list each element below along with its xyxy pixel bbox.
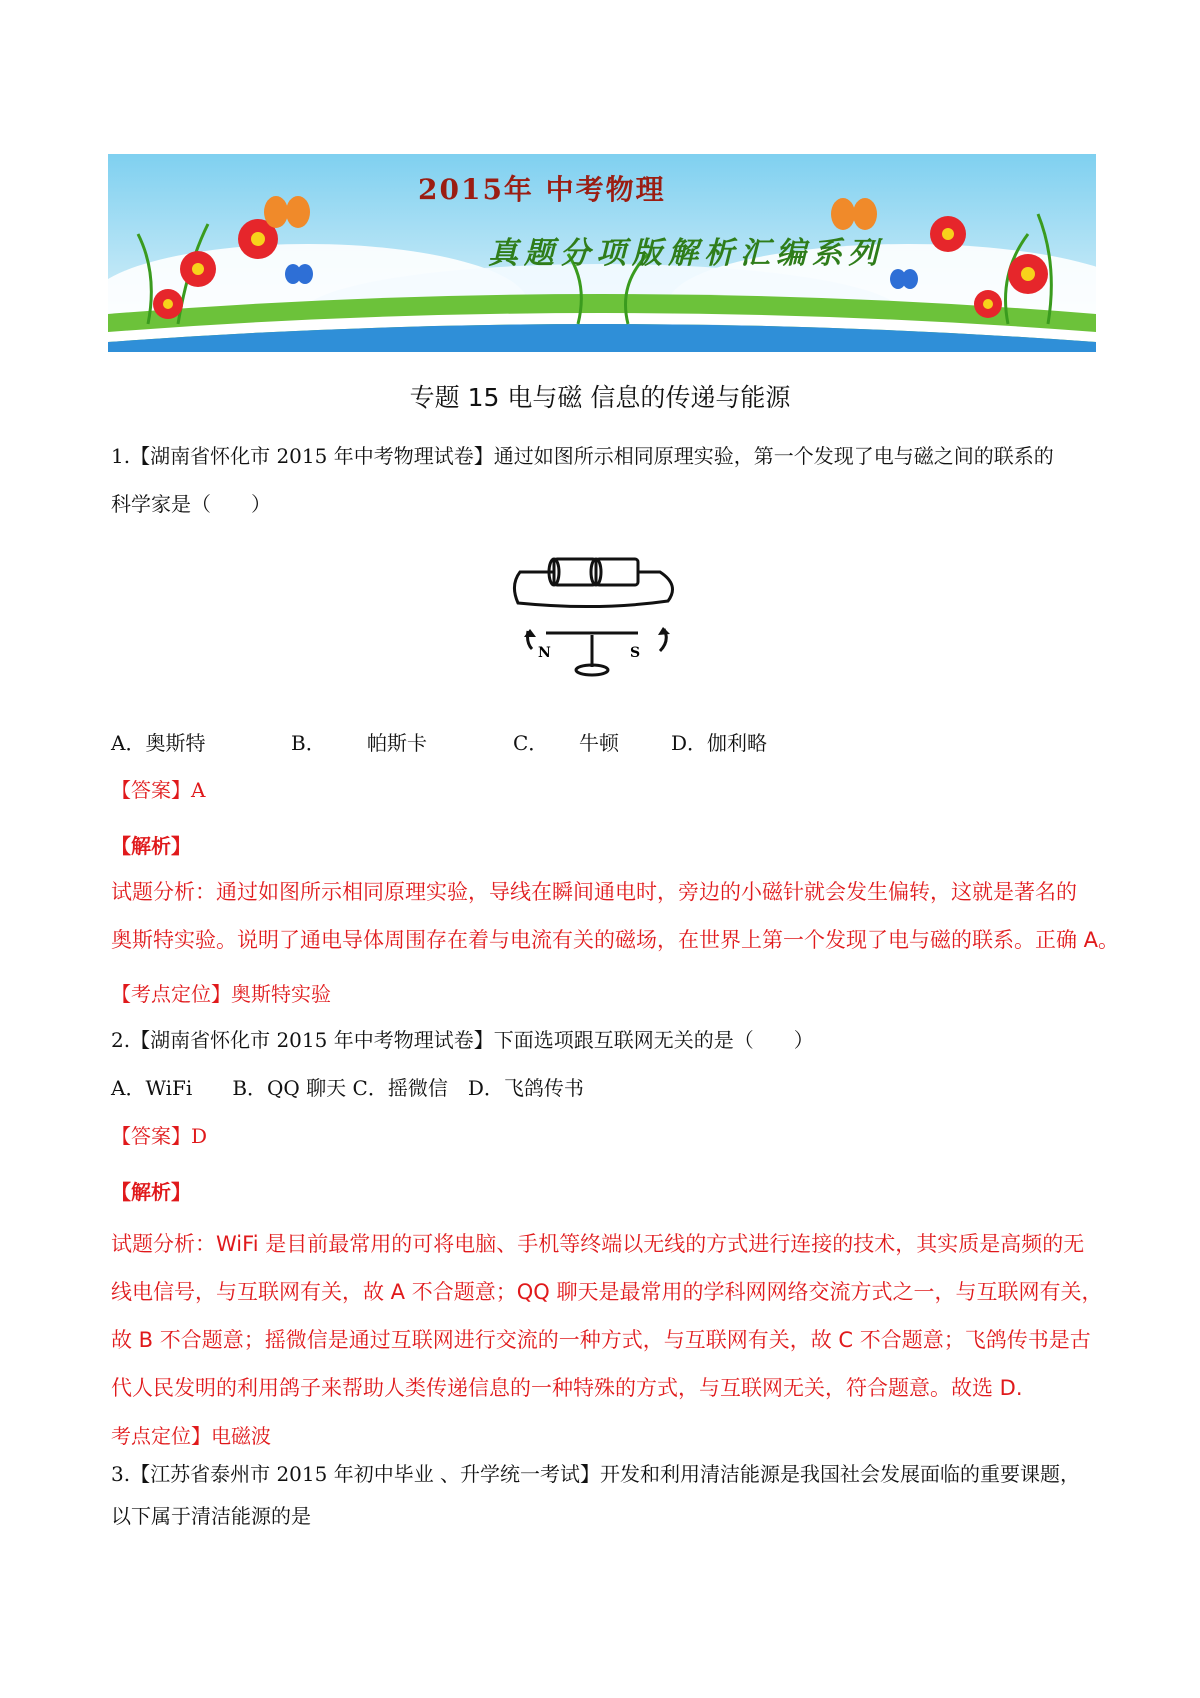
q2-analysis-line4: 代人民发明的利用鸽子来帮助人类传递信息的一种特殊的方式，与互联网无关，符合题意。故选 D. xyxy=(111,1376,1023,1400)
q2-text: 2.【湖南省怀化市 2015 年中考物理试卷】下面选项跟互联网无关的是（ ） xyxy=(111,1028,814,1052)
circuit-diagram xyxy=(508,545,688,690)
q1-options xyxy=(111,727,767,756)
q2-analysis-line1: 试题分析：WiFi 是目前最常用的可将电脑、手机等终端以无线的方式进行连接的技术，其实质是高频的无 xyxy=(111,1232,1085,1256)
q1-text-line2: 科学家是（ ） xyxy=(111,492,271,516)
q2-analysis-line3: 故 B 不合题意；摇微信是通过互联网进行交流的一种方式，与互联网有关，故 C 不合题意；飞鸽传书是古 xyxy=(111,1328,1091,1352)
q3-text-line1: 3.【江苏省泰州市 2015 年初中毕业 、升学统一考试】开发和利用清洁能源是我国社会发展面临的重要课题， xyxy=(111,1462,1081,1486)
q1-answer: 【答案】A xyxy=(111,778,206,802)
q1-option-c-text: 牛顿 xyxy=(579,731,619,755)
q2-options: A．WiFi B．QQ 聊天 C．摇微信 D．飞鸽传书 xyxy=(111,1076,584,1100)
q2-kaodian: 考点定位】电磁波 xyxy=(111,1424,271,1448)
q1-oersted-figure xyxy=(508,545,688,690)
q2-analysis-line2: 线电信号，与互联网有关，故 A 不合题意；QQ 聊天是最常用的学科网网络交流方式之一，与互联网有关， xyxy=(111,1280,1103,1304)
page-title: 专题 15 电与磁 信息的传递与能源 xyxy=(409,383,791,412)
q1-analysis-title: 【解析】 xyxy=(111,834,191,858)
q1-analysis-line2: 奥斯特实验。说明了通电导体周围存在着与电流有关的磁场，在世界上第一个发现了电与磁的联系。正确 A。 xyxy=(111,928,1120,952)
banner-title-line2: 真题分项版解析汇编系列 xyxy=(488,236,884,271)
header-banner xyxy=(108,154,1096,352)
q1-option-d: D．伽利略 xyxy=(671,731,768,755)
q1-option-c-letter: C． xyxy=(513,731,549,755)
q1-option-a: A．奥斯特 xyxy=(111,731,206,755)
north-pole-label: N xyxy=(538,645,551,661)
q1-text-line1: 1.【湖南省怀化市 2015 年中考物理试卷】通过如图所示相同原理实验，第一个发现了电与磁之间的联系的 xyxy=(111,444,1054,468)
q2-analysis-title: 【解析】 xyxy=(111,1180,191,1204)
banner-title-line1: 2015年 中考物理 xyxy=(418,173,666,206)
q1-analysis-line1: 试题分析：通过如图所示相同原理实验，导线在瞬间通电时，旁边的小磁针就会发生偏转，这就是著名的 xyxy=(111,880,1077,904)
q2-answer: 【答案】D xyxy=(111,1124,208,1148)
q1-option-b-text: 帕斯卡 xyxy=(367,731,427,755)
q3-text-line2: 以下属于清洁能源的是 xyxy=(111,1504,311,1528)
q1-option-b-letter: B． xyxy=(291,731,326,755)
south-pole-label: S xyxy=(630,645,641,661)
q1-kaodian: 【考点定位】奥斯特实验 xyxy=(111,982,331,1006)
